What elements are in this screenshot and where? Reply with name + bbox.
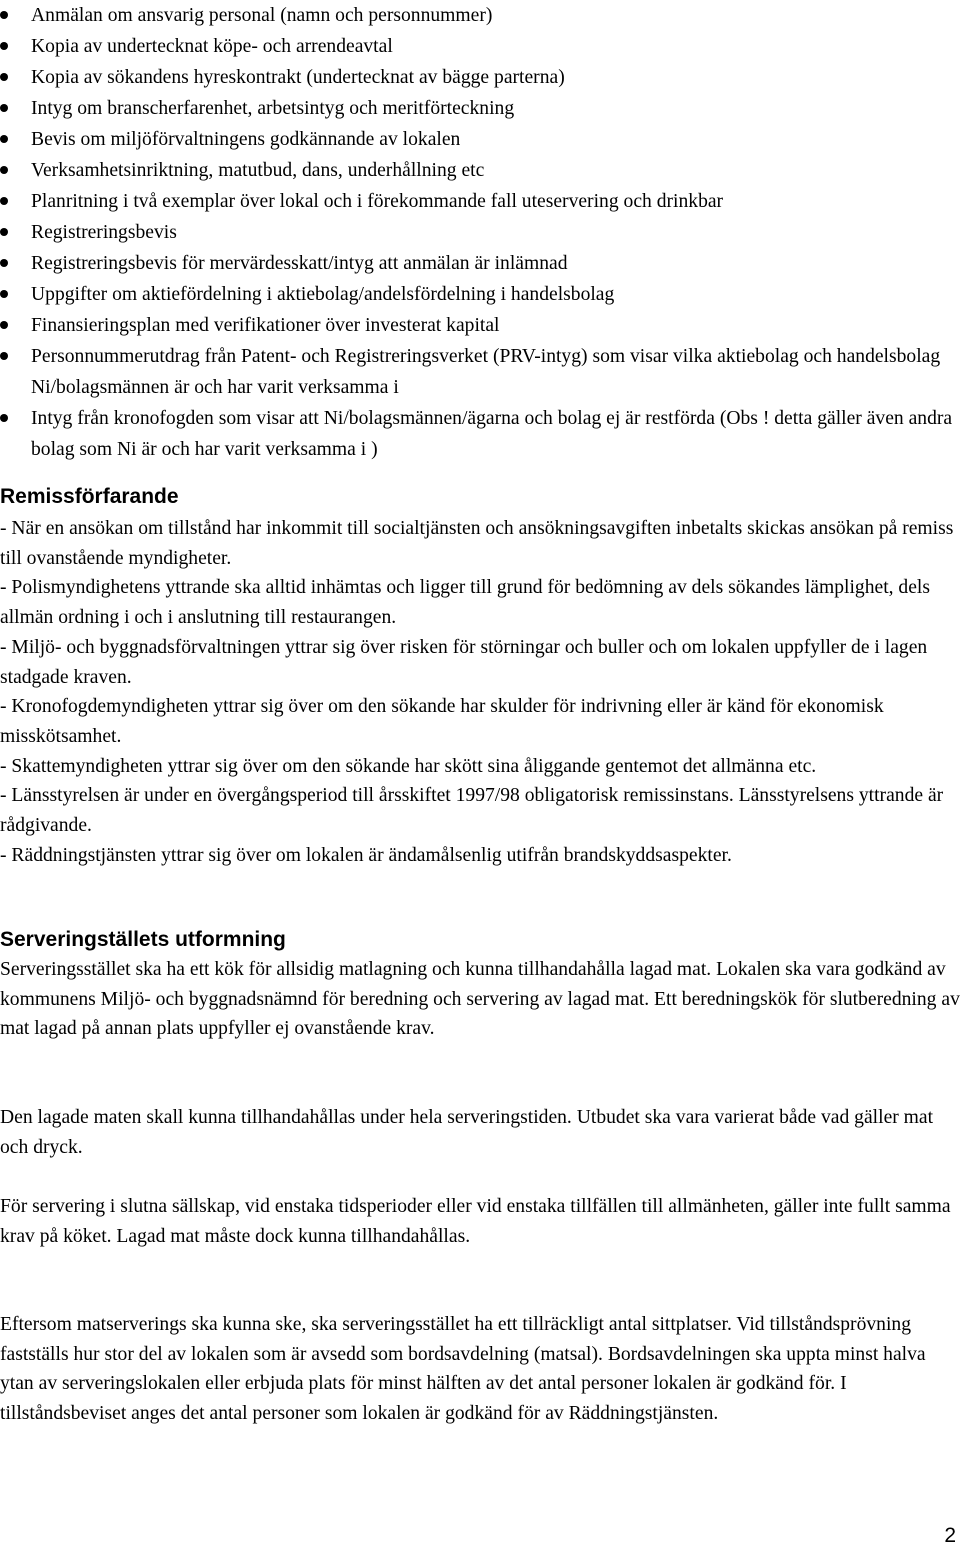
list-item: Intyg om branscherfarenhet, arbetsintyg och meritförteckning [0, 93, 960, 124]
paragraph: Den lagade maten skall kunna tillhandahållas under hela serveringstiden. Utbudet ska vara varierat både vad gäller mat och dryck. [0, 1107, 934, 1158]
bullet-icon [0, 290, 8, 298]
list-item: Kopia av undertecknat köpe- och arrendeavtal [0, 31, 960, 62]
list-item: Uppgifter om aktiefördelning i aktiebolag/andelsfördelning i handelsbolag [0, 279, 960, 310]
bullet-icon [0, 11, 8, 19]
bullet-icon [0, 352, 8, 360]
list-item: Registreringsbevis för mervärdesskatt/intyg att anmälan är inlämnad [0, 248, 960, 279]
bullet-icon [0, 197, 8, 205]
list-item: Kopia av sökandens hyreskontrakt (undertecknat av bägge parterna) [0, 62, 960, 93]
bullet-icon [0, 42, 8, 50]
bullet-icon [0, 321, 8, 329]
paragraph: Serveringsstället ska ha ett kök för allsidig matlagning och kunna tillhandahålla lagad mat. Lokalen ska vara godkänd av kommunens Miljö- och byggnadsnämnd för beredning och servering av lagad mat. Ett beredningskök för slutberedning av mat lagad på annan plats uppfyller ej ovanstående krav. [0, 959, 960, 1040]
bullet-icon [0, 104, 8, 112]
requirements-list [0, 0, 960, 465]
remiss-line: - Räddningstjänsten yttrar sig över om lokalen är ändamålsenlig utifrån brandskyddsaspekter. [0, 844, 732, 866]
section-heading-remiss: Remissförfarande [0, 485, 179, 508]
paragraph: För servering i slutna sällskap, vid enstaka tidsperioder eller vid enstaka tillfällen till allmänheten, gäller inte fullt samma krav på köket. Lagad mat måste dock kunna tillhandahållas. [0, 1196, 951, 1247]
remiss-line: - Länsstyrelsen är under en övergångsperiod till årsskiftet 1997/98 obligatorisk remissinstans. Länsstyrelsens yttrande är rådgivande. [0, 785, 944, 837]
list-item: Personnummerutdrag från Patent- och Registreringsverket (PRV-intyg) som visar vilka aktiebolag och handelsbolag Ni/bolagsmännen är och har varit verksamma i [0, 341, 960, 403]
remiss-line: - Miljö- och byggnadsförvaltningen yttrar sig över risken för störningar och buller och om lokalen uppfyller de i lagen stadgade kraven. [0, 636, 928, 688]
bullet-icon [0, 135, 8, 143]
bullet-icon [0, 228, 8, 236]
bullet-icon [0, 73, 8, 81]
section-heading-utformning: Serveringställets utformning [0, 928, 286, 951]
remiss-line: - Polismyndighetens yttrande ska alltid inhämtas och ligger till grund för bedömning av dels sökandes lämplighet, dels allmän ordning i och i anslutning till restaurangen. [0, 577, 930, 629]
remiss-line: - Kronofogdemyndigheten yttrar sig över om den sökande har skulder för indrivning eller är känd för ekonomisk misskötsamhet. [0, 696, 884, 747]
list-item: Intyg från kronofogden som visar att Ni/bolagsmännen/ägarna och bolag ej är restförda (Obs ! detta gäller även andra bolag som Ni är och har varit verksamma i ) [0, 403, 960, 465]
bullet-icon [0, 259, 8, 267]
list-item: Verksamhetsinriktning, matutbud, dans, underhållning etc [0, 155, 960, 186]
remiss-section [0, 514, 960, 870]
list-item: Bevis om miljöförvaltningens godkännande av lokalen [0, 124, 960, 155]
paragraph: Eftersom matserverings ska kunna ske, ska serveringsstället ha ett tillräckligt antal sittplatser. Vid tillståndsprövning fastställs hur stor del av lokalen som är avsedd som bordsavdelning (matsal). Bordsavdelningen ska uppta minst halva ytan av serveringslokalen eller erbjuda plats för minst hälften av det antal personer lokalen är godkänd för. I tillståndsbeviset anges det antal personer som lokalen är godkänd för av Räddningstjänsten. [0, 1314, 926, 1425]
remiss-line: - Skattemyndigheten yttrar sig över om den sökande har skött sina åliggande gentemot det allmänna etc. [0, 755, 817, 777]
remiss-line: - När en ansökan om tillstånd har inkommit till socialtjänsten och ansökningsavgiften inbetalts skickas ansökan på remiss till ovanstående myndigheter. [0, 518, 954, 569]
bullet-icon [0, 414, 8, 422]
page-number: 2 [944, 1524, 956, 1547]
list-item: Planritning i två exemplar över lokal och i förekommande fall uteservering och drinkbar [0, 186, 960, 217]
bullet-icon [0, 166, 8, 174]
list-item: Finansieringsplan med verifikationer över investerat kapital [0, 310, 960, 341]
list-item: Anmälan om ansvarig personal (namn och personnummer) [0, 0, 960, 31]
list-item: Registreringsbevis [0, 217, 960, 248]
